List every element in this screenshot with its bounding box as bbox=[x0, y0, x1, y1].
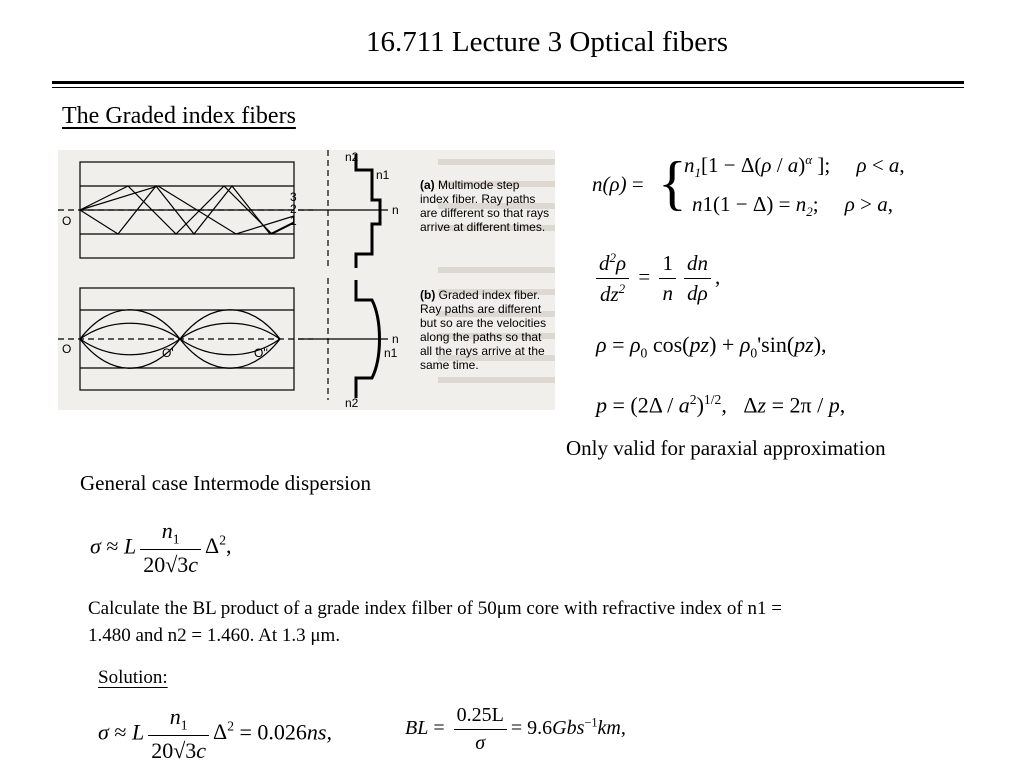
figure-label-origin-b: O bbox=[62, 342, 72, 356]
figure-label-o-prime: O' bbox=[162, 346, 174, 360]
figure-caption-b-tag: (b) bbox=[420, 288, 436, 302]
figure-caption-a-tag: (a) bbox=[420, 178, 435, 192]
problem-statement-line2: 1.480 and n2 = 1.460. At 1.3 μm. bbox=[88, 625, 341, 646]
equation-ray: $\frac{d^2\rho}{dz^2}$ = $\frac{1}{n}$ $\frac{dn}{d\rho}$ , bbox=[592, 250, 720, 307]
figure-label-n2-a: n2 bbox=[345, 150, 359, 164]
solution-label: Solution: bbox=[98, 667, 168, 688]
figure-label-n2-b: n2 bbox=[345, 396, 359, 410]
bl-exponent: −1 bbox=[584, 715, 598, 730]
figure-caption-b-text: Graded index fiber. Ray paths are different but so are the velocities along the paths so that all the rays arrive at the same time. bbox=[420, 288, 547, 372]
title-rule-thin bbox=[52, 87, 964, 88]
page-title: 16.711 Lecture 3 Optical fibers bbox=[365, 26, 729, 58]
figure-label-n-b: n bbox=[392, 332, 399, 346]
bl-numerator: 0.25L bbox=[454, 704, 507, 730]
bl-unit: Gbs bbox=[552, 717, 585, 740]
equation-rho-solution: $\rho = \rho_0$ $\cos(pz) + \rho_0'\sin(pz)$, bbox=[596, 332, 827, 361]
figure-label-n1-a: n1 bbox=[376, 168, 390, 182]
figure-label-n1-b: n1 bbox=[384, 346, 398, 360]
figure-caption-a bbox=[420, 178, 550, 234]
paraxial-note: Only valid for paraxial approximation bbox=[566, 436, 886, 460]
figure-label-n-a: n bbox=[392, 203, 399, 217]
equation-solution-sigma: σ ≈ L $\frac{n_1}{20√3c}$ $\Delta^2 = 0.026ns$, bbox=[98, 704, 332, 764]
figure-ray-number: 3 bbox=[290, 190, 297, 204]
sigma-result: = 0.026 bbox=[239, 719, 307, 745]
figure-ray-number: 1 bbox=[290, 214, 297, 228]
equation-dispersion: σ ≈ L $\frac{n_1}{20√3c}$ $\Delta^2$, bbox=[90, 518, 232, 578]
figure-label-origin-a: O bbox=[62, 214, 72, 228]
sigma-unit: ns, bbox=[306, 719, 332, 745]
bl-result: = 9.6 bbox=[510, 717, 553, 740]
equation-period: $p = (2\Delta / a^2)^{1/2}$, Δz = 2π / p, bbox=[596, 392, 846, 418]
general-case-heading: General case Intermode dispersion bbox=[80, 471, 371, 495]
section-heading: The Graded index fibers bbox=[62, 103, 296, 129]
figure-ray-number: 2 bbox=[290, 202, 297, 216]
equation-solution-bl: BL = $\frac{0.25L}{\sigma}$ = 9.6Gbs$^{-1}$km, bbox=[405, 704, 626, 754]
fiber-figure bbox=[58, 150, 555, 410]
figure-caption-a-text: Multimode step index fiber. Ray paths are different so that rays arrive at different times. bbox=[420, 178, 550, 234]
bl-km: km, bbox=[597, 717, 626, 740]
figure-label-o-double-prime: O'' bbox=[254, 346, 268, 360]
title-rule-thick bbox=[52, 81, 964, 84]
problem-statement-line1: Calculate the BL product of a grade index filber of 50μm core with refractive index of n1 = bbox=[88, 598, 782, 619]
figure-caption-b bbox=[420, 288, 550, 372]
